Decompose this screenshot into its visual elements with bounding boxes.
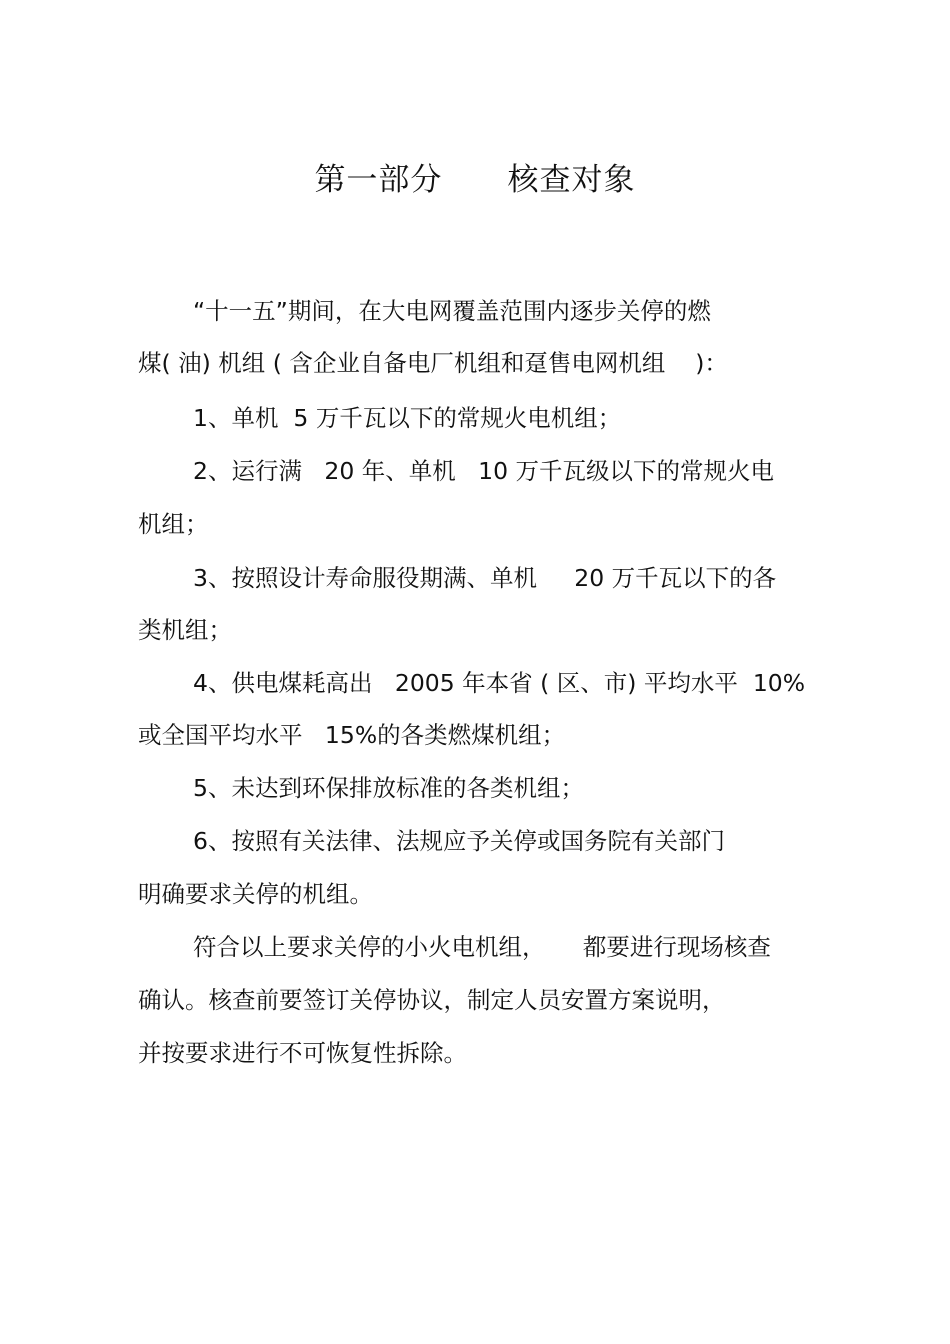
intro-line-1: “十一五”期间，在大电网覆盖范围内逐步关停的燃	[193, 297, 711, 325]
list-item-6-line-2: 明确要求关停的机组。	[138, 880, 373, 908]
closing-line-1: 符合以上要求关停的小火电机组， 都要进行现场核查	[193, 933, 771, 961]
closing-line-2: 确认。核查前要签订关停协议，制定人员安置方案说明，	[138, 986, 726, 1014]
list-item-6-line-1: 6、按照有关法律、法规应予关停或国务院有关部门	[193, 827, 725, 855]
list-item-4-line-1: 4、供电煤耗高出 2005 年本省 ( 区、市) 平均水平 10%	[193, 669, 806, 697]
list-item-2-line-1: 2、运行满 20 年、单机 10 万千瓦级以下的常规火电	[193, 457, 775, 485]
list-item-2-line-2: 机组；	[138, 510, 209, 538]
list-item-4-line-2: 或全国平均水平 15%的各类燃煤机组；	[138, 721, 566, 749]
section-title: 第一部分 核查对象	[314, 162, 636, 198]
intro-line-2: 煤( 油) 机组 ( 含企业自备电厂机组和趸售电网机组 )：	[138, 349, 728, 377]
list-item-5: 5、未达到环保排放标准的各类机组；	[193, 774, 584, 802]
list-item-3-line-1: 3、按照设计寿命服役期满、单机 20 万千瓦以下的各	[193, 564, 777, 592]
list-item-3-line-2: 类机组；	[138, 616, 232, 644]
list-item-1: 1、单机 5 万千瓦以下的常规火电机组；	[193, 404, 622, 432]
closing-line-3: 并按要求进行不可恢复性拆除。	[138, 1039, 467, 1067]
